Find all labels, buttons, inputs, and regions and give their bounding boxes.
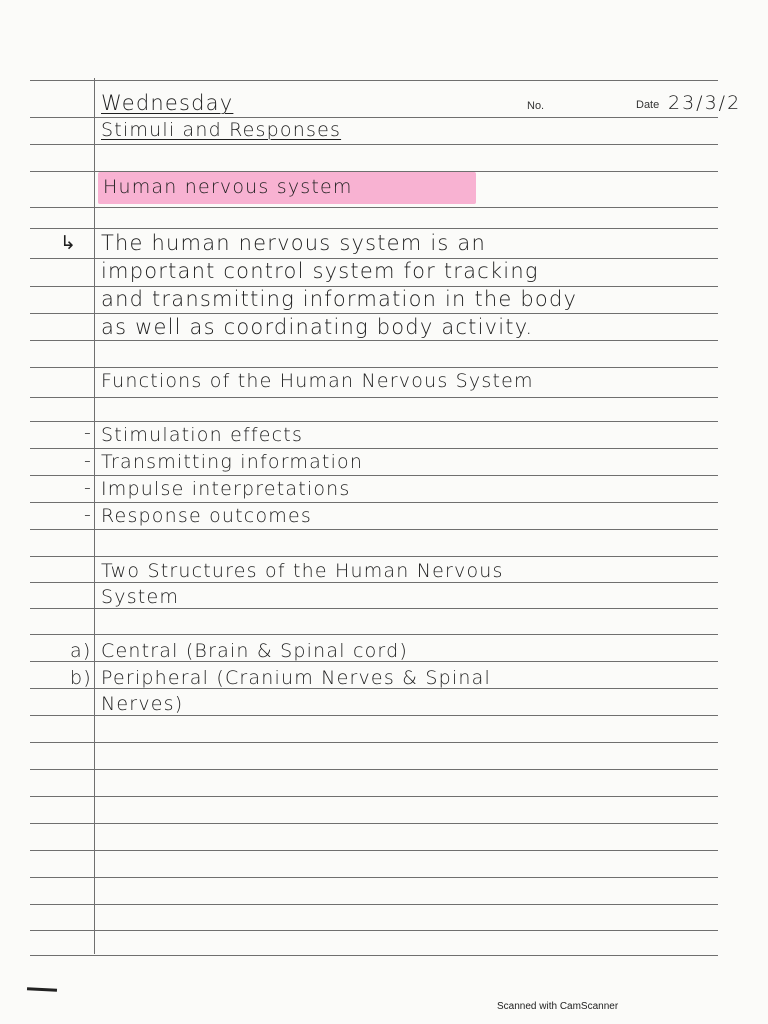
ruled-line (30, 144, 718, 145)
bullet: - (84, 422, 93, 444)
structure-label: b) (70, 667, 92, 689)
arrow-icon: ↳ (60, 232, 78, 254)
day-heading: Wednesday (101, 91, 234, 115)
ruled-line (30, 228, 718, 229)
structure-item: Central (Brain & Spinal cord) (101, 640, 408, 662)
function-item: Stimulation effects (101, 424, 304, 446)
topic-heading: Human nervous system (103, 176, 353, 198)
intro-line: The human nervous system is an (101, 231, 486, 255)
bullet: - (84, 477, 93, 499)
structures-heading: Two Structures of the Human Nervous (101, 560, 504, 582)
ruled-line (30, 955, 718, 956)
ruled-line (30, 421, 718, 422)
ruled-line (30, 634, 718, 635)
ruled-line (30, 742, 718, 743)
structures-heading: System (101, 586, 180, 608)
ruled-line (30, 397, 718, 398)
ruled-line (30, 608, 718, 609)
ruled-line (30, 823, 718, 824)
structure-item: Nerves) (101, 693, 184, 715)
function-item: Response outcomes (101, 505, 312, 527)
ruled-line (30, 80, 718, 81)
bullet: - (84, 504, 93, 526)
ruled-line (30, 769, 718, 770)
pen-mark (27, 987, 57, 992)
ruled-line (30, 556, 718, 557)
ruled-line (30, 904, 718, 905)
intro-line: important control system for tracking (101, 259, 539, 283)
ruled-line (30, 448, 718, 449)
ruled-line (30, 529, 718, 530)
no-label: No. (527, 100, 545, 112)
date-value: 23/3/2 (668, 92, 742, 114)
functions-heading: Functions of the Human Nervous System (101, 370, 534, 392)
function-item: Impulse interpretations (101, 478, 351, 500)
ruled-line (30, 313, 718, 314)
ruled-line (30, 117, 718, 118)
date-label: Date (636, 99, 660, 111)
function-item: Transmitting information (101, 451, 364, 473)
ruled-line (30, 475, 718, 476)
structure-item: Peripheral (Cranium Nerves & Spinal (101, 667, 491, 689)
ruled-line (30, 715, 718, 716)
ruled-line (30, 340, 718, 341)
ruled-line (30, 502, 718, 503)
structure-label: a) (70, 640, 92, 662)
ruled-line (30, 207, 718, 208)
ruled-line (30, 930, 718, 931)
intro-line: as well as coordinating body activity. (101, 315, 534, 339)
scanner-watermark: Scanned with CamScanner (497, 1001, 619, 1012)
ruled-line (30, 796, 718, 797)
margin-line (94, 78, 95, 954)
ruled-line (30, 582, 718, 583)
subject-heading: Stimuli and Responses (101, 119, 342, 141)
ruled-line (30, 367, 718, 368)
ruled-line (30, 850, 718, 851)
ruled-line (30, 877, 718, 878)
intro-line: and transmitting information in the body (101, 287, 578, 311)
bullet: - (84, 450, 93, 472)
